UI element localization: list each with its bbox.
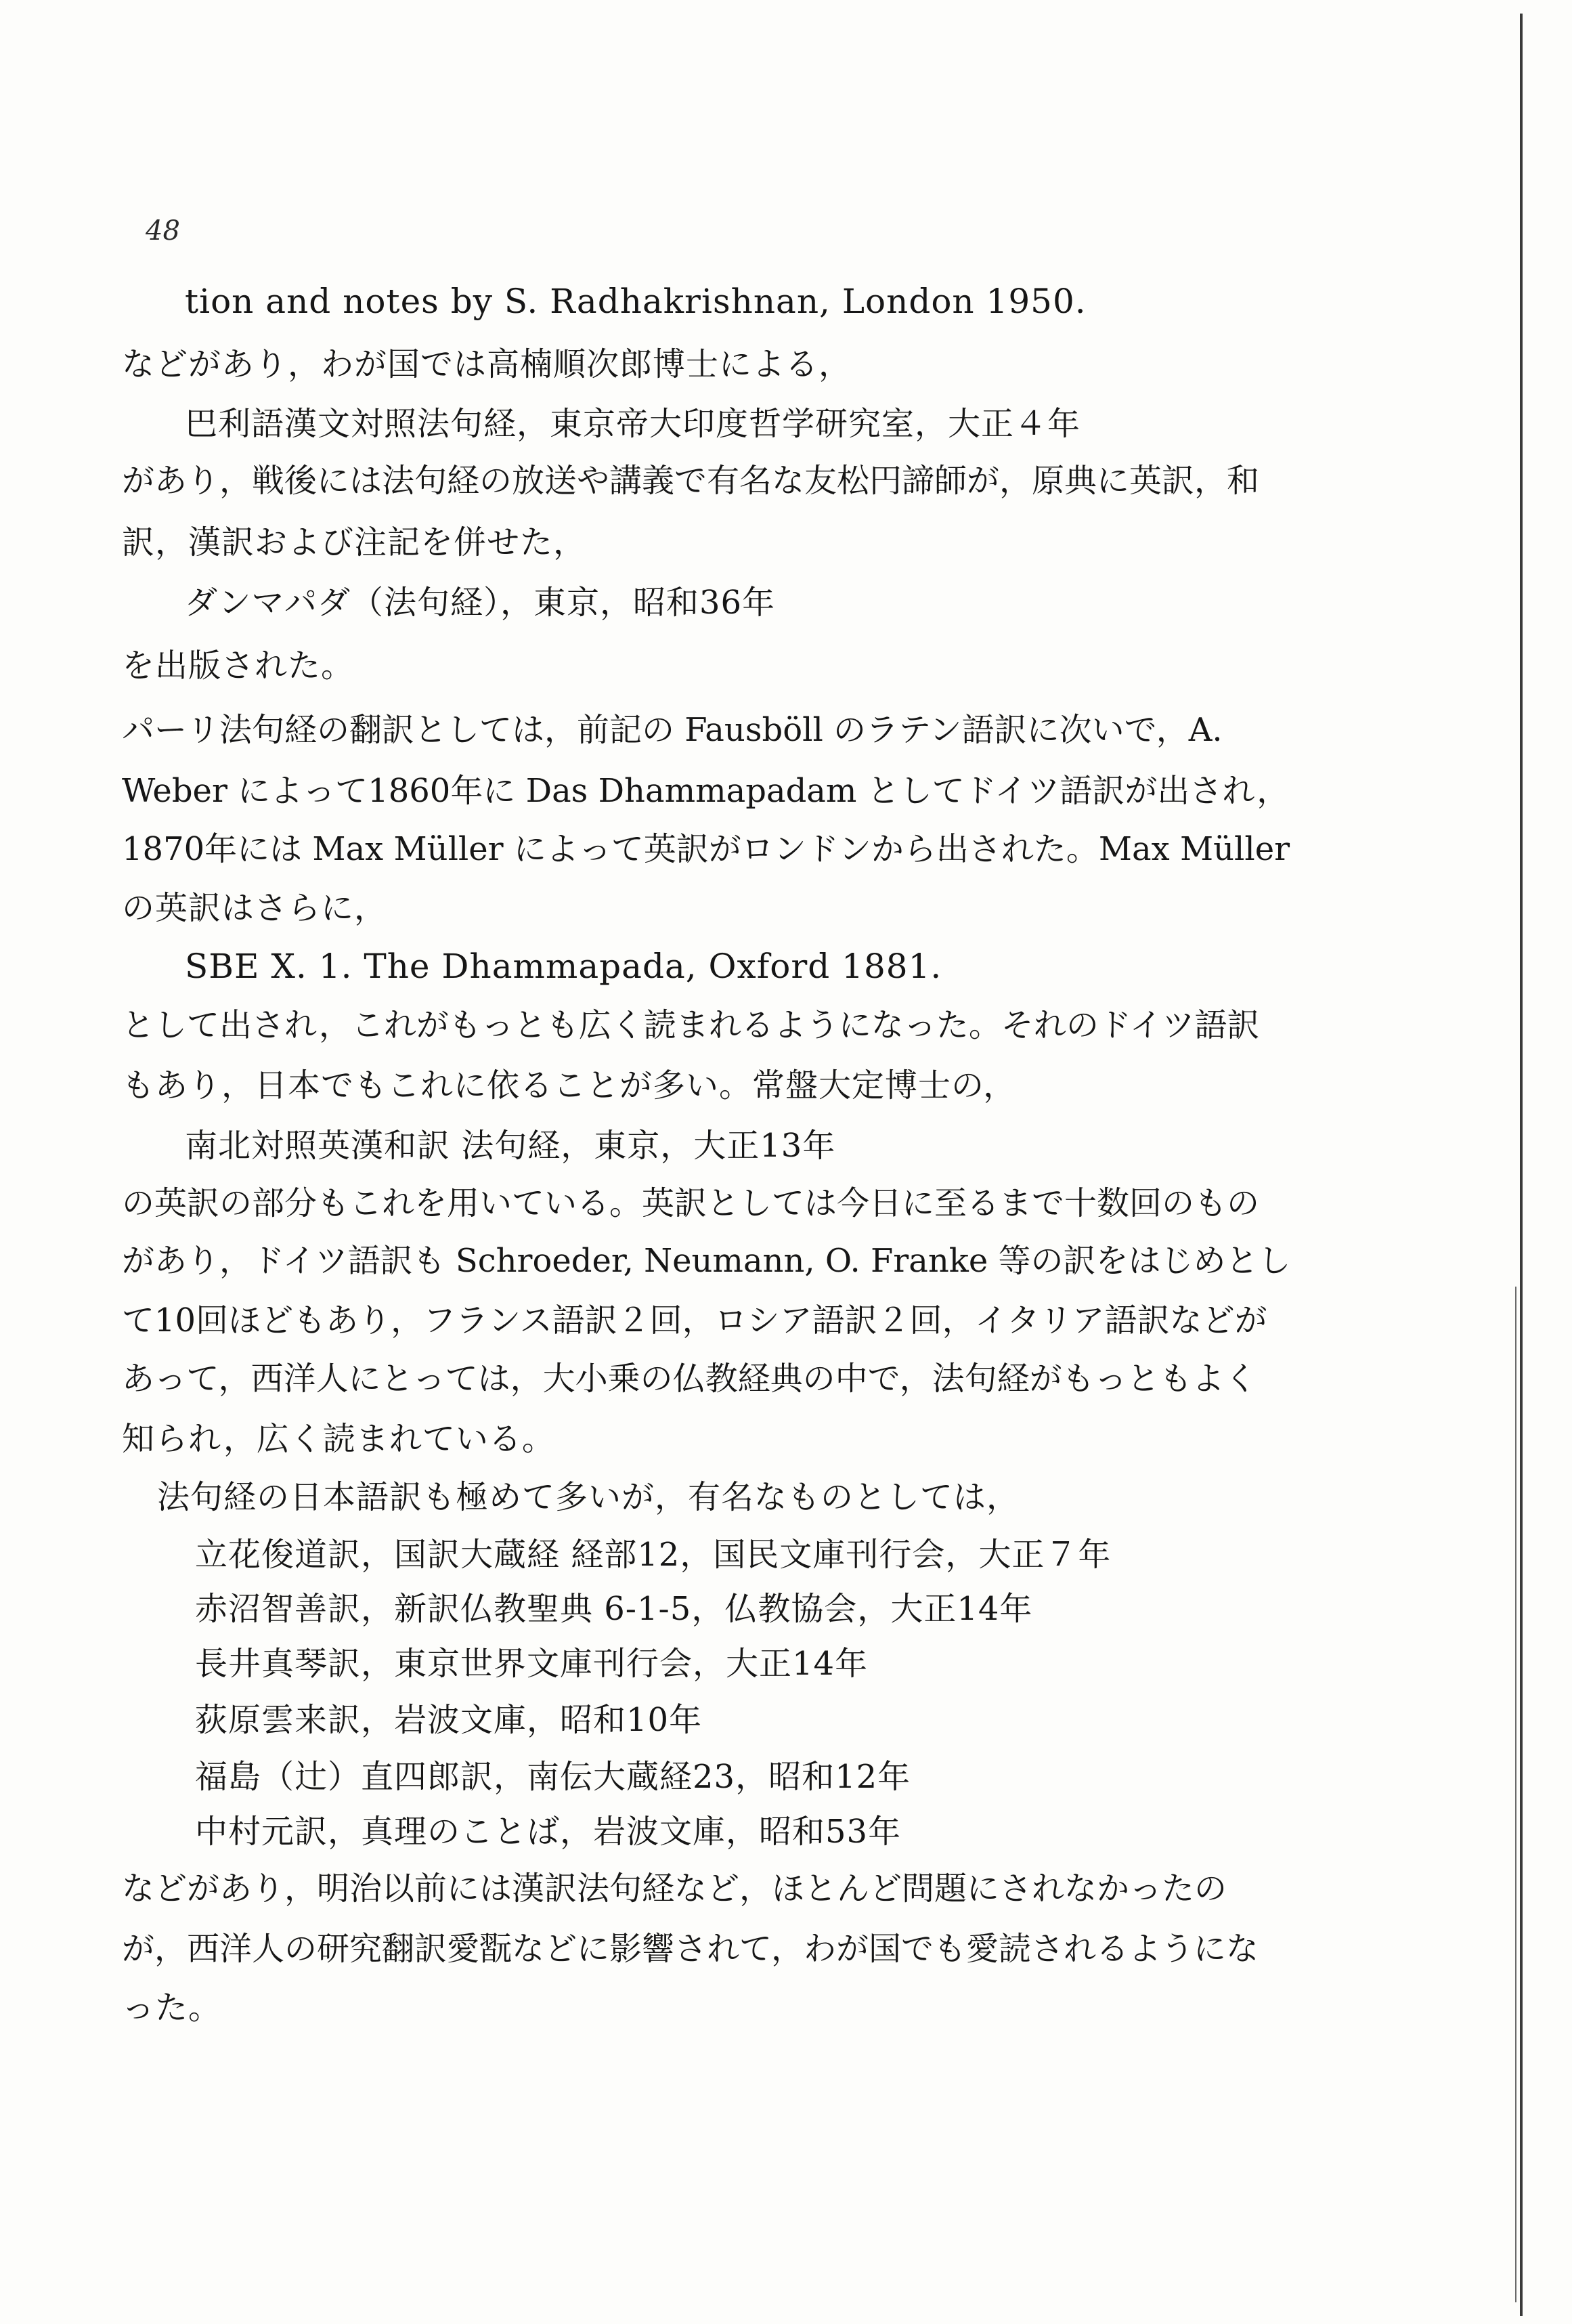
text-line: の英訳はさらに，: [122, 889, 388, 927]
text-line: 知られ，広く読まれている。: [122, 1420, 555, 1458]
reference-entry: 立花俊道訳，国訳大蔵経 経部12，国民文庫刊行会，大正７年: [195, 1536, 1112, 1574]
text-line: として出され，これがもっとも広く読まれるようになった。それのドイツ語訳: [122, 1006, 1260, 1044]
reference-entry: 赤沼智善訳，新訳仏教聖典 6-1-5，仏教協会，大正14年: [195, 1590, 1033, 1628]
page-number: 48: [146, 215, 180, 246]
text-line: が，西洋人の研究翻訳愛翫などに影響されて，わが国でも愛読されるようにな: [122, 1930, 1259, 1968]
text-line: もあり，日本でもこれに依ることが多い。常盤大定博士の，: [122, 1067, 1017, 1104]
text-line: パーリ法句経の翻訳としては，前記の Fausböll のラテン語訳に次いで，A.: [122, 711, 1223, 749]
reference-entry: 中村元訳，真理のことば，岩波文庫，昭和53年: [195, 1813, 902, 1851]
reference-entry: 巴利語漢文対照法句経，東京帝大印度哲学研究室，大正４年: [185, 405, 1081, 443]
reference-entry: 長井真琴訳，東京世界文庫刊行会，大正14年: [195, 1645, 869, 1683]
text-line: 1870年には Max Müller によって英訳がロンドンから出された。Max Müller: [122, 830, 1290, 868]
text-line: あって，西洋人にとっては，大小乗の仏教経典の中で，法句経がもっともよく: [122, 1360, 1257, 1398]
text-line: があり，戦後には法句経の放送や講義で有名な友松円諦師が，原典に英訳，和: [122, 462, 1260, 500]
reference-entry: SBE X. 1. The Dhammapada, Oxford 1881.: [185, 947, 942, 986]
text-line: tion and notes by S. Radhakrishnan, London 1950.: [185, 282, 1087, 321]
text-line: て10回ほどもあり，フランス語訳２回，ロシア語訳２回，イタリア語訳などが: [122, 1301, 1267, 1339]
reference-entry: ダンマパダ（法句経），東京，昭和36年: [185, 584, 776, 622]
text-line: の英訳の部分もこれを用いている。英訳としては今日に至るまで十数回のもの: [122, 1184, 1260, 1222]
text-line: 訳，漢訳および注記を併せた，: [122, 523, 587, 561]
page-edge-line-secondary: [1515, 1287, 1516, 2302]
text-line: などがあり，明治以前には漢訳法句経など，ほとんど問題にされなかったの: [122, 1870, 1227, 1908]
reference-entry: 福島（辻）直四郎訳，南伝大蔵経23，昭和12年: [195, 1758, 911, 1796]
reference-entry: 南北対照英漢和訳 法句経，東京，大正13年: [185, 1127, 836, 1165]
text-line: があり，ドイツ語訳も Schroeder, Neumann, O. Franke 等の訳をはじめとし: [122, 1242, 1291, 1280]
text-line: を出版された。: [122, 647, 355, 685]
text-line: などがあり，わが国では高楠順次郎博士による，: [122, 345, 852, 383]
page-edge-line: [1520, 14, 1523, 2316]
text-line: った。: [122, 1989, 222, 2027]
reference-entry: 荻原雲来訳，岩波文庫，昭和10年: [195, 1701, 703, 1739]
text-line: 法句経の日本語訳も極めて多いが，有名なものとしては，: [157, 1478, 1020, 1516]
text-line: Weber によって1860年に Das Dhammapadam としてドイツ語訳が出され，: [122, 772, 1290, 810]
